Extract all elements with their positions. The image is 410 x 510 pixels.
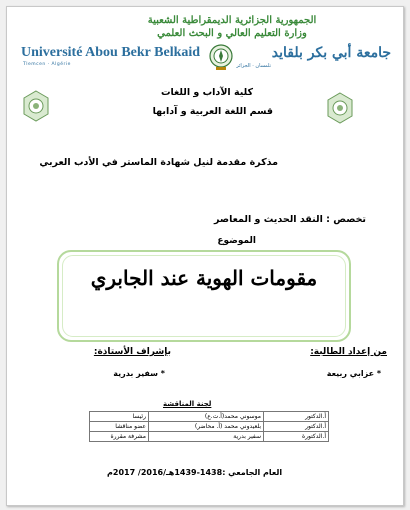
university-emblem-icon bbox=[208, 42, 234, 72]
faculty-logo-right-icon bbox=[325, 91, 355, 125]
memo-statement: مذكرة مقدمة لنيل شهادة الماستر في الأدب العربي bbox=[39, 157, 278, 168]
supervisor-name: * سفير بدرية bbox=[113, 369, 165, 378]
faculty-logo-left-icon bbox=[21, 89, 51, 123]
republic-header: الجمهورية الجزائرية الديمقراطية الشعبية bbox=[147, 15, 317, 26]
supervisor-label: بإشراف الأستاذة: bbox=[93, 347, 171, 357]
specialty-line: تخصص : النقد الحديث و المعاصر bbox=[214, 214, 366, 225]
jury-name: موسوني محمد(أ.ت.ع) bbox=[149, 412, 264, 422]
jury-name: سفير بدرية bbox=[149, 432, 264, 442]
jury-role: رئيسا bbox=[90, 412, 149, 422]
table-row bbox=[90, 412, 329, 422]
jury-name: بلعيدوني محمد (أ. محاضر) bbox=[149, 422, 264, 432]
jury-rank: أ.الدكتور bbox=[264, 412, 329, 422]
department-name: قسم اللغة العربية و آدابها bbox=[152, 106, 273, 117]
university-name-ar: جامعة أبي بكر بلقايد bbox=[271, 45, 391, 61]
table-row bbox=[90, 432, 329, 442]
committee-title: لجنة المناقشة bbox=[163, 400, 212, 408]
university-name-fr: Université Abou Bekr Belkaid bbox=[21, 45, 201, 60]
document-page bbox=[6, 6, 404, 506]
thesis-title: مقومات الهوية عند الجابري bbox=[90, 266, 318, 290]
ministry-header: وزارة التعليم العالي و البحث العلمي bbox=[157, 28, 307, 39]
jury-role: عضو مناقشا bbox=[90, 422, 149, 432]
university-location-ar: تلمسان · الجزائر bbox=[236, 63, 271, 69]
jury-rank: أ.الدكتورة bbox=[264, 432, 329, 442]
student-label: من إعداد الطالبة: bbox=[310, 347, 387, 357]
topic-label: الموضوع bbox=[217, 236, 256, 246]
university-location-fr: Tlemcen · Algérie bbox=[23, 62, 71, 67]
table-row bbox=[90, 422, 329, 432]
faculty-name: كلية الآداب و اللغات bbox=[160, 87, 253, 98]
title-frame bbox=[57, 250, 351, 342]
committee-table bbox=[89, 411, 329, 442]
jury-rank: أ.الدكتور bbox=[264, 422, 329, 432]
student-name: * عزابي ربيعة bbox=[326, 369, 381, 378]
academic-year: العام الجامعي :1438-1439هـ/2016/ 2017م bbox=[107, 468, 283, 477]
jury-role: مشرفة مقررة bbox=[90, 432, 149, 442]
